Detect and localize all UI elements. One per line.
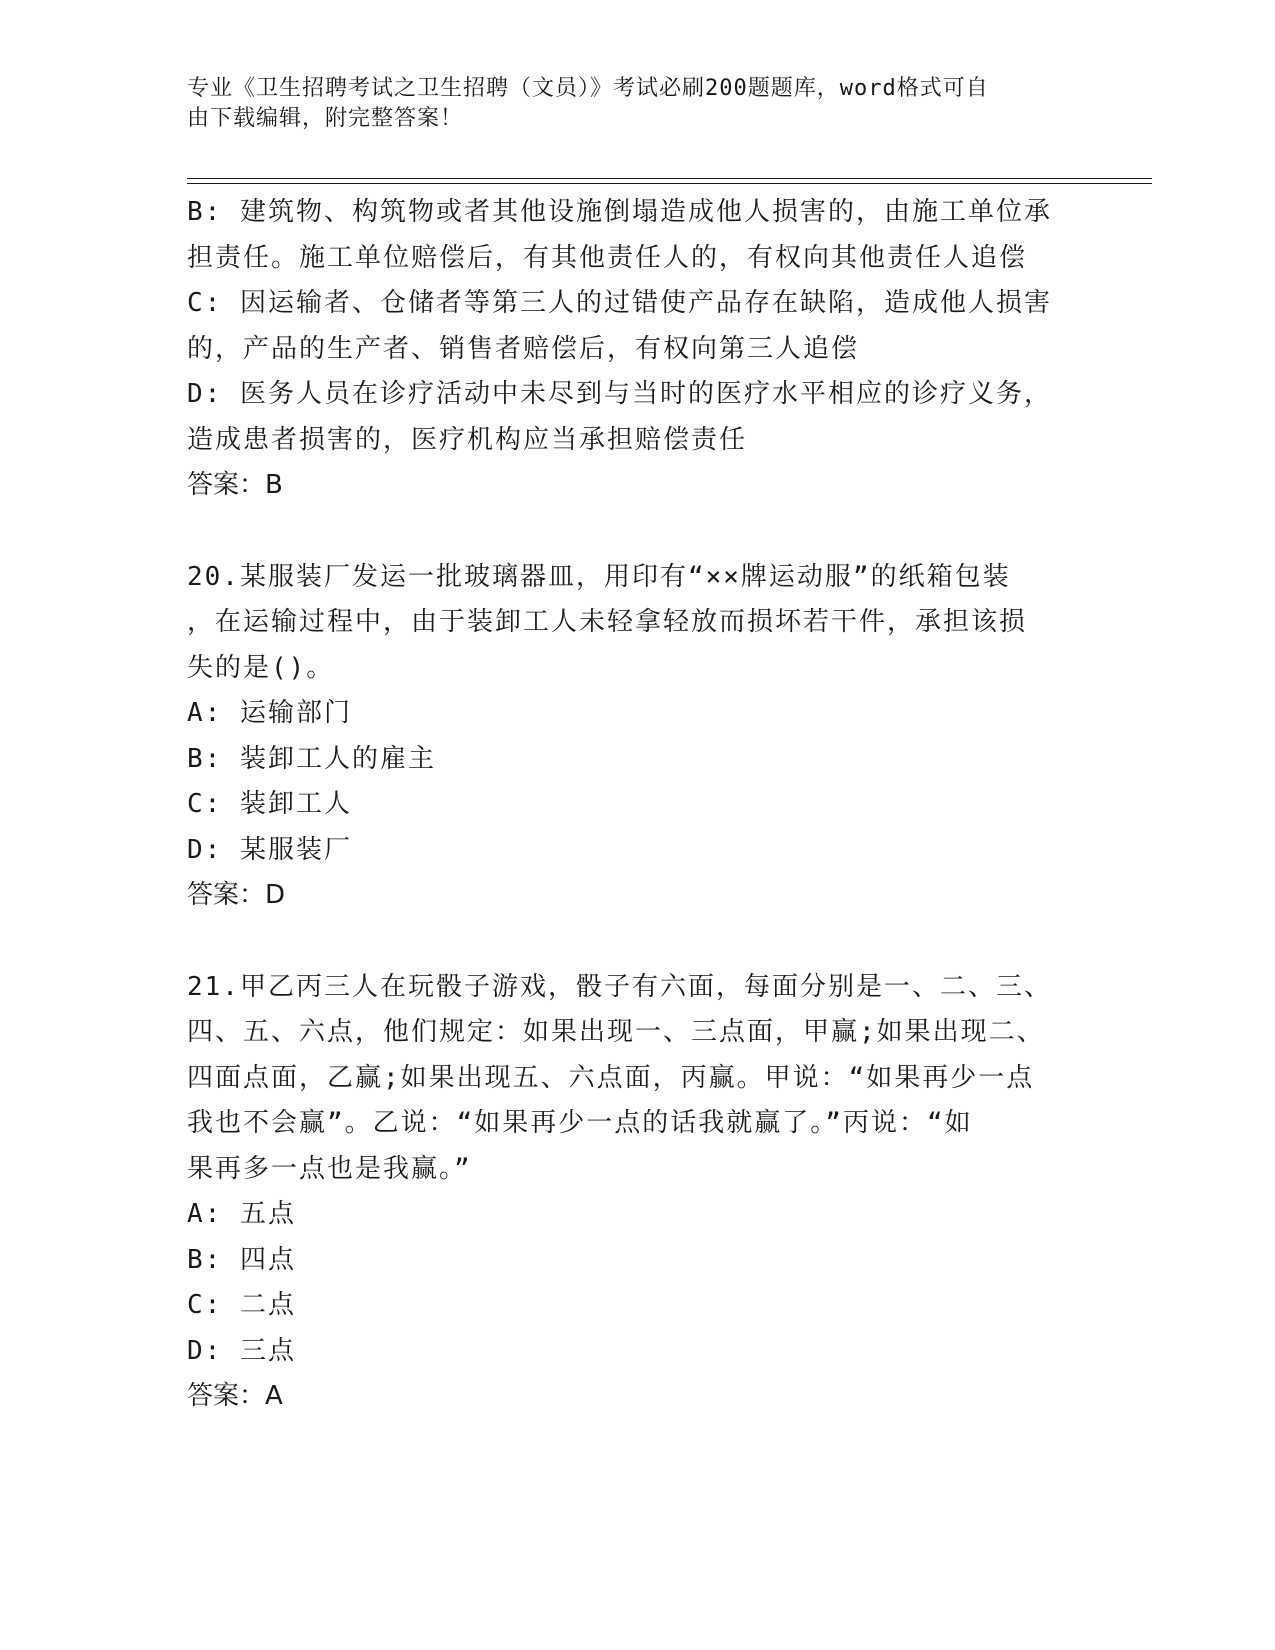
option-d-line-2: 造成患者损害的，医疗机构应当承担赔偿责任 — [187, 424, 748, 455]
question-stem-line-2: ，在运输过程中，由于装卸工人未轻拿轻放而损坏若干件，承担该损 — [187, 607, 1028, 637]
question-stem-line-3: 四面点面，乙赢;如果出现五、六点面，丙赢。甲说：“如果再少一点 — [187, 1062, 1035, 1093]
answer-label: 答案：B — [187, 470, 283, 500]
question-stem-line-4: 我也不会赢”。乙说：“如果再少一点的话我就赢了。”丙说：“如 — [187, 1108, 973, 1138]
page-content — [187, 190, 1087, 1420]
header-divider-thick — [187, 178, 1152, 179]
option-d-line-1: D: 医务人员在诊疗活动中未尽到与当时的医疗水平相应的诊疗义务， — [187, 379, 1052, 409]
question-stem-line-5: 果再多一点也是我赢。” — [187, 1153, 472, 1184]
question-19-continued — [187, 190, 1087, 509]
option-b: B: 装卸工人的雇主 — [187, 743, 436, 774]
option-b: B: 四点 — [187, 1244, 296, 1275]
option-c-line-1: C: 因运输者、仓储者等第三人的过错使产品存在缺陷，造成他人损害 — [187, 288, 1052, 318]
option-b-line-1: B: 建筑物、构筑物或者其他设施倒塌造成他人损害的，由施工单位承 — [187, 197, 1052, 227]
answer-label: 答案：D — [187, 880, 286, 910]
spacer — [187, 509, 1087, 555]
header-divider-thin — [187, 183, 1152, 184]
spacer — [187, 919, 1087, 965]
answer-label: 答案：A — [187, 1381, 283, 1411]
option-d: D: 三点 — [187, 1335, 296, 1366]
question-stem-line-1: 21.甲乙丙三人在玩骰子游戏，骰子有六面，每面分别是一、二、三、 — [187, 971, 1052, 1002]
question-stem-line-1: 20.某服装厂发运一批玻璃器皿，用印有“××牌运动服”的纸箱包装 — [187, 561, 1011, 592]
option-a: A: 五点 — [187, 1199, 296, 1229]
header-line-2: 由下载编辑，附完整答案！ — [187, 106, 464, 131]
option-a: A: 运输部门 — [187, 698, 352, 728]
header-line-1: 专业《卫生招聘考试之卫生招聘（文员）》考试必刷200题题库，word格式可自 — [187, 76, 989, 101]
question-21 — [187, 965, 1087, 1420]
page-header — [187, 74, 1067, 134]
question-20 — [187, 555, 1087, 919]
option-c-line-2: 的，产品的生产者、销售者赔偿后，有权向第三人追偿 — [187, 333, 860, 364]
option-c: C: 装卸工人 — [187, 789, 352, 819]
question-stem-line-2: 四、五、六点，他们规定：如果出现一、三点面，甲赢;如果出现二、 — [187, 1017, 1045, 1047]
option-c: C: 二点 — [187, 1290, 296, 1320]
question-stem-line-3: 失的是()。 — [187, 652, 335, 683]
option-d: D: 某服装厂 — [187, 834, 352, 865]
option-b-line-2: 担责任。施工单位赔偿后，有其他责任人的，有权向其他责任人追偿 — [187, 242, 1028, 273]
